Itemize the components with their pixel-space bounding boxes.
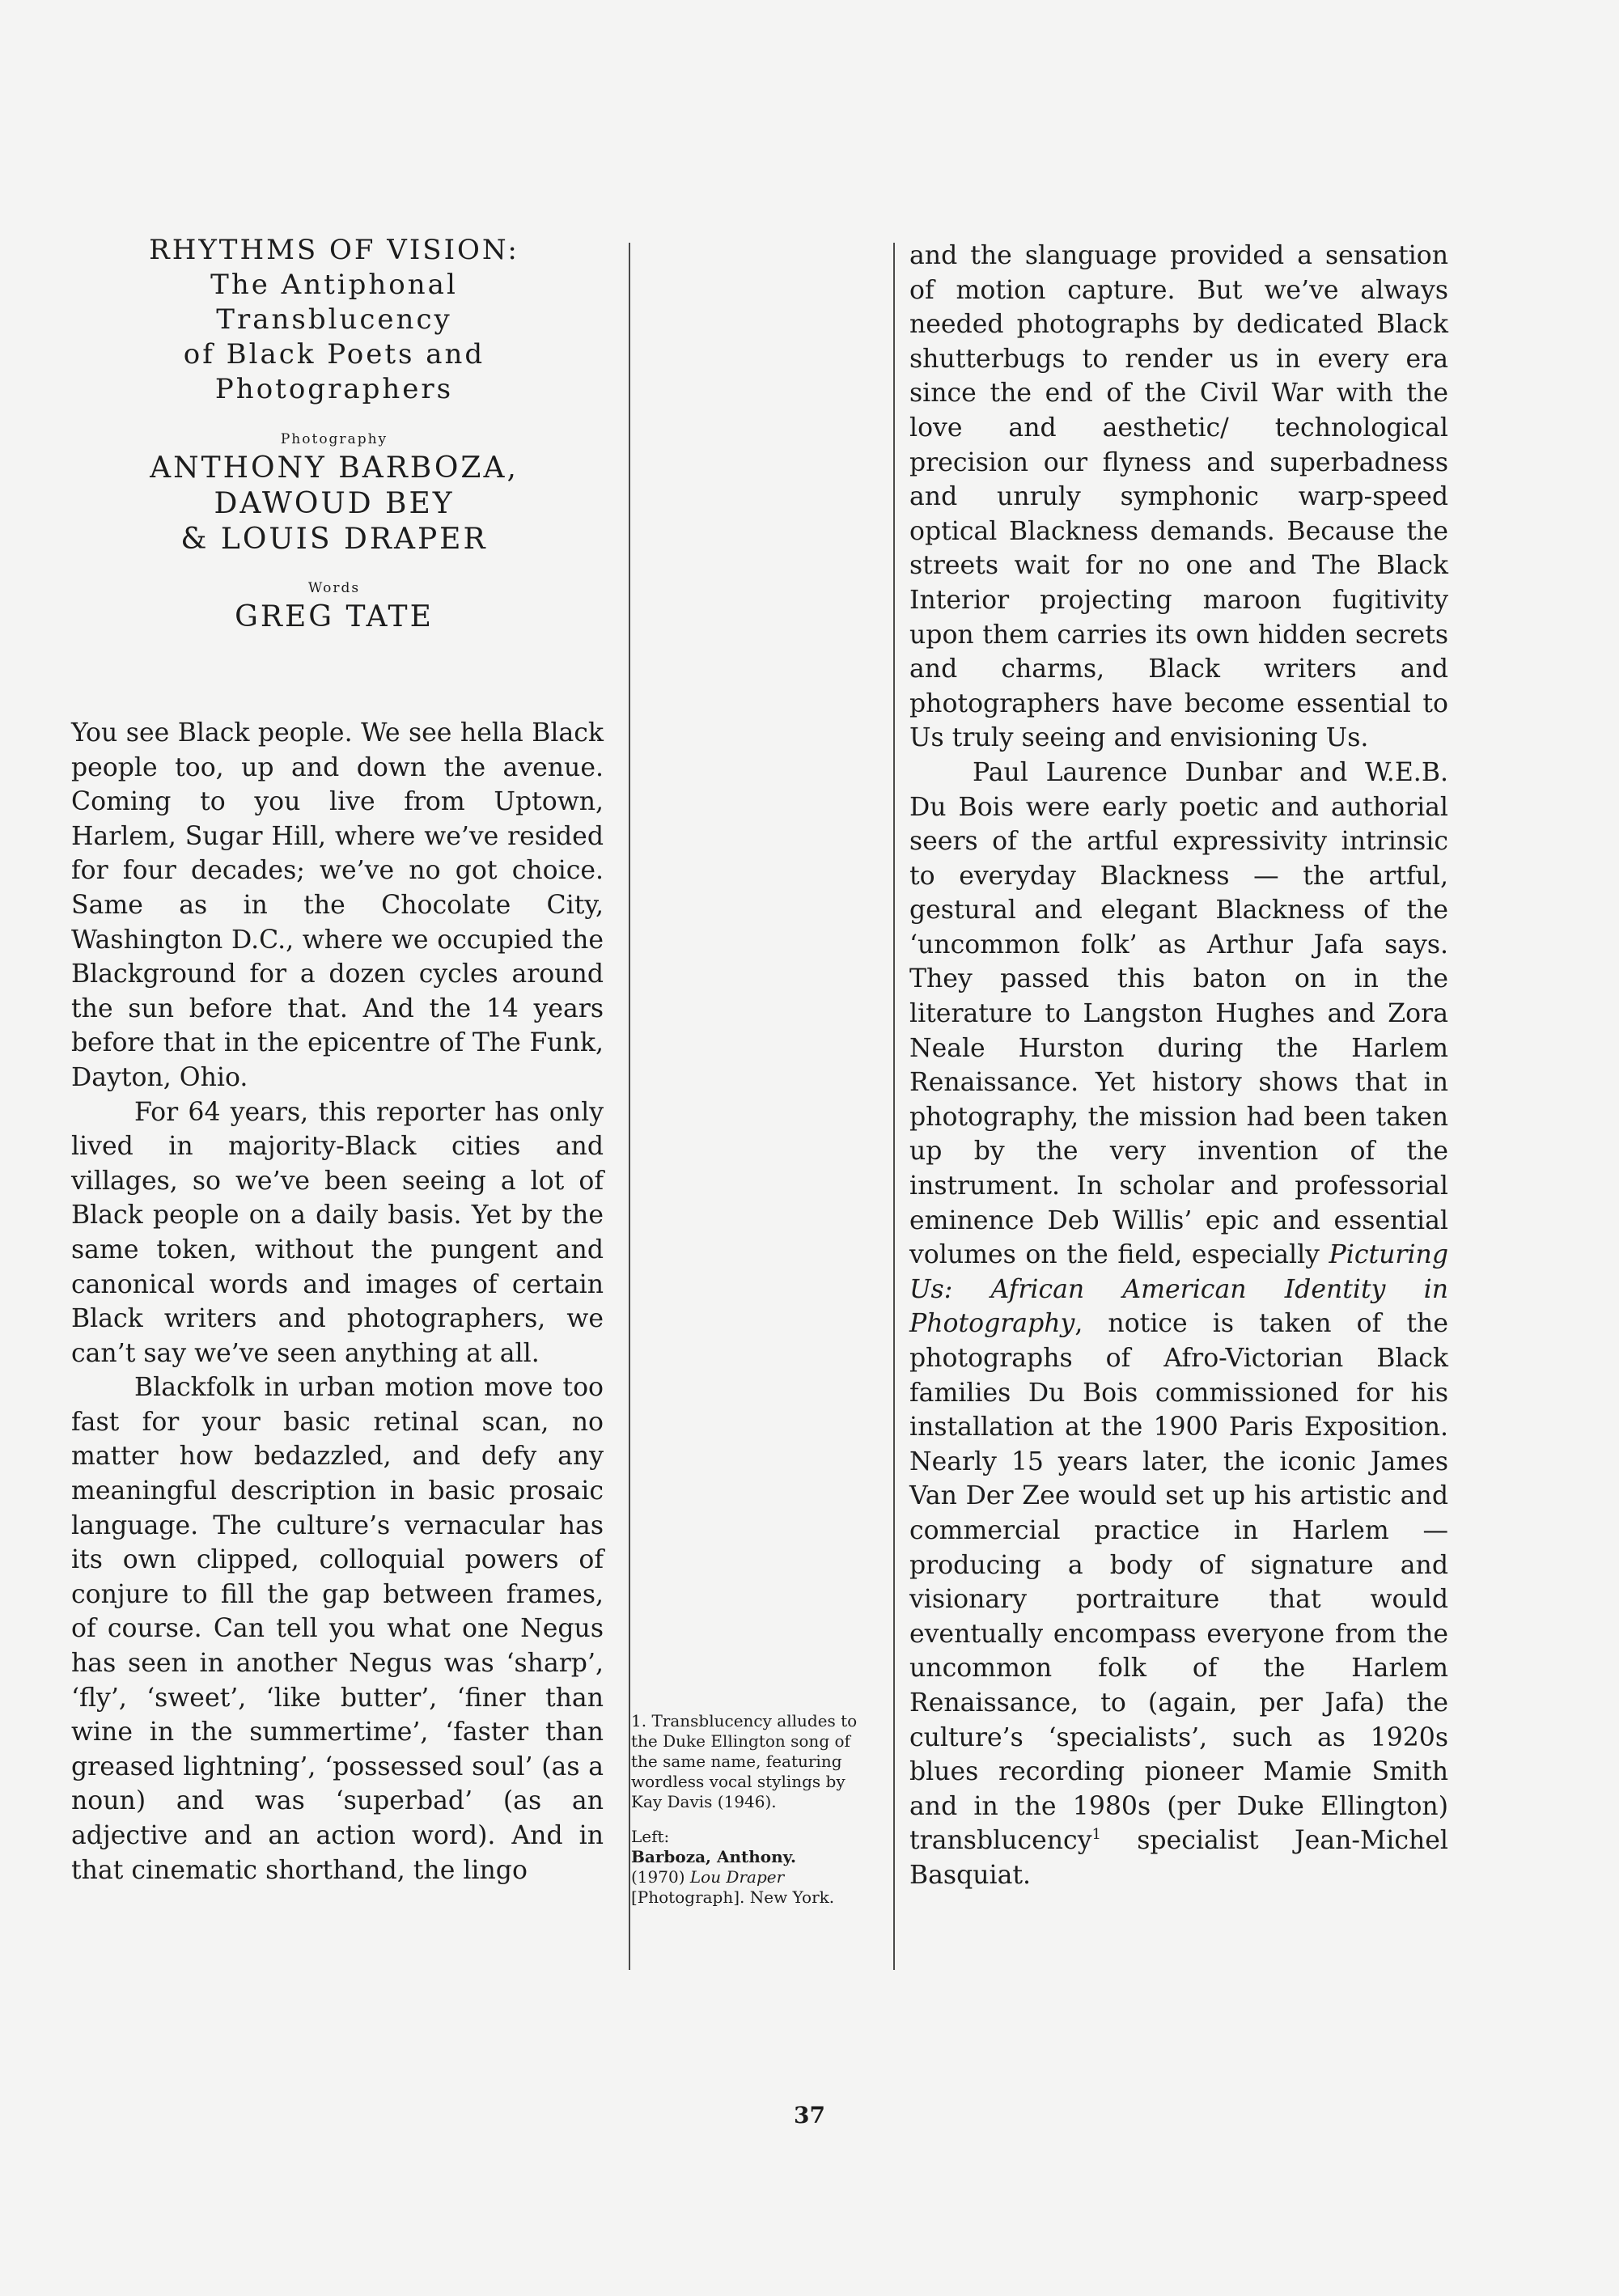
body-paragraph: For 64 years, this reporter has only lived in majority-Black cities and villages, so we’ve been seeing a lot of Black people on a daily basis. Yet by the same token, without the pungent and canonical words and images of certain Black writers and photographers, we can’t say we’ve seen anything at all. — [71, 1097, 604, 1368]
page-number: 37 — [794, 2102, 825, 2129]
article-header — [71, 233, 597, 635]
sidebar-notes — [631, 1711, 874, 1908]
photography-label: Photography — [280, 431, 388, 447]
words-label: Words — [307, 580, 361, 596]
footnote-marker: 1 — [1091, 1826, 1101, 1844]
footnote: 1. Transblucency alludes to the Duke Ellington song of the same name, featuring wordless vocal stylings by Kay Davis (1946). — [631, 1711, 858, 1811]
body-paragraph: You see Black people. We see hella Black people too, up and down the avenue. Coming to you live from Uptown, Harlem, Sugar Hill, where we’ve resided for four decades; we’ve no got choice. Same as in the Chocolate City, Washington D.C., where we occupied the Blackground for a dozen cycles around the sun before that. And the 14 years before that in the epicentre of The Funk, Dayton, Ohio. — [71, 718, 604, 1092]
body-paragraph: Paul Laurence Dunbar and W.E.B. Du Bois were early poetic and authorial seers of the artful expressivity intrinsic to everyday Blackness — the artful, gestural and elegant Blackness of the ‘uncommon folk’ as Arthur Jafa says. They passed this baton on in the literature to Langston Hughes and Zora Neale Hurston during the Harlem Renaissance. Yet history shows that in photography, the mission had been taken up by the very invention of the instrument. In scholar and professorial eminence Deb Willis’ epic and essential volumes on the field, especially Picturing Us: African American Identity in Photography, notice is taken of the photographs of Afro-Victorian Black families Du Bois commissioned for his installation at the 1900 Paris Exposition. Nearly 15 years later, the iconic James Van Der Zee would set up his artistic and commercial practice in Harlem — producing a body of signature and visionary portraiture that would eventually encompass everyone from the uncommon folk of the Harlem Renaissance, to (again, per Jafa) the culture’s ‘specialists’, such as 1920s blues recording pioneer Mamie Smith and in the 1980s (per Duke Ellington) transblucency$^1$ specialist Jean-Michel Basquiat. — [909, 757, 1448, 1890]
column-divider-right — [893, 243, 895, 1970]
article-title: RHYTHMS OF VISION: The Antiphonal Transblucency of Black Poets and Photographers — [149, 234, 519, 405]
caption-title: Lou Draper — [689, 1867, 785, 1887]
author-name: GREG TATE — [235, 600, 434, 633]
body-column-left — [71, 716, 604, 1887]
body-column-right — [909, 239, 1448, 1893]
photographer-credits: ANTHONY BARBOZA, DAWOUD BEY & LOUIS DRAPER — [150, 451, 519, 556]
body-paragraph: Blackfolk in urban motion move too fast for your basic retinal scan, no matter how bedazzled, and defy any meaningful description in basic prosaic language. The culture’s vernacular has its own clipped, colloquial powers of conjure to fill the gap between frames, of course. Can tell you what one Negus has seen in another Negus was ‘sharp’, ‘fly’, ‘sweet’, ‘like butter’, ‘finer than wine in the summertime’, ‘faster than greased lightning’, ‘possessed soul’ (as a noun) and was ‘superbad’ (as an adjective and an action word). And in that cinematic shorthand, the lingo — [71, 1373, 604, 1885]
book-title: Picturing Us: African American Identity in Photography — [909, 1240, 1448, 1339]
caption-photographer: Barboza, Anthony. — [631, 1847, 796, 1866]
column-divider-left — [629, 243, 630, 1970]
body-paragraph: and the slanguage provided a sensation of motion capture. But we’ve always needed photographs by dedicated Black shutterbugs to render us in every era since the end of the Civil War with the love and aesthetic/ technological precision our flyness and superbadness and unruly symphonic warp-speed optical Blackness demands. Because the streets wait for no one and The Black Interior projecting maroon fugitivity upon them carries its own hidden secrets and charms, Black writers and photographers have become essential to Us truly seeing and envisioning Us. — [909, 241, 1448, 753]
image-caption: Left: Barboza, Anthony. (1970) Lou Draper [Photograph]. New York. — [631, 1827, 874, 1908]
